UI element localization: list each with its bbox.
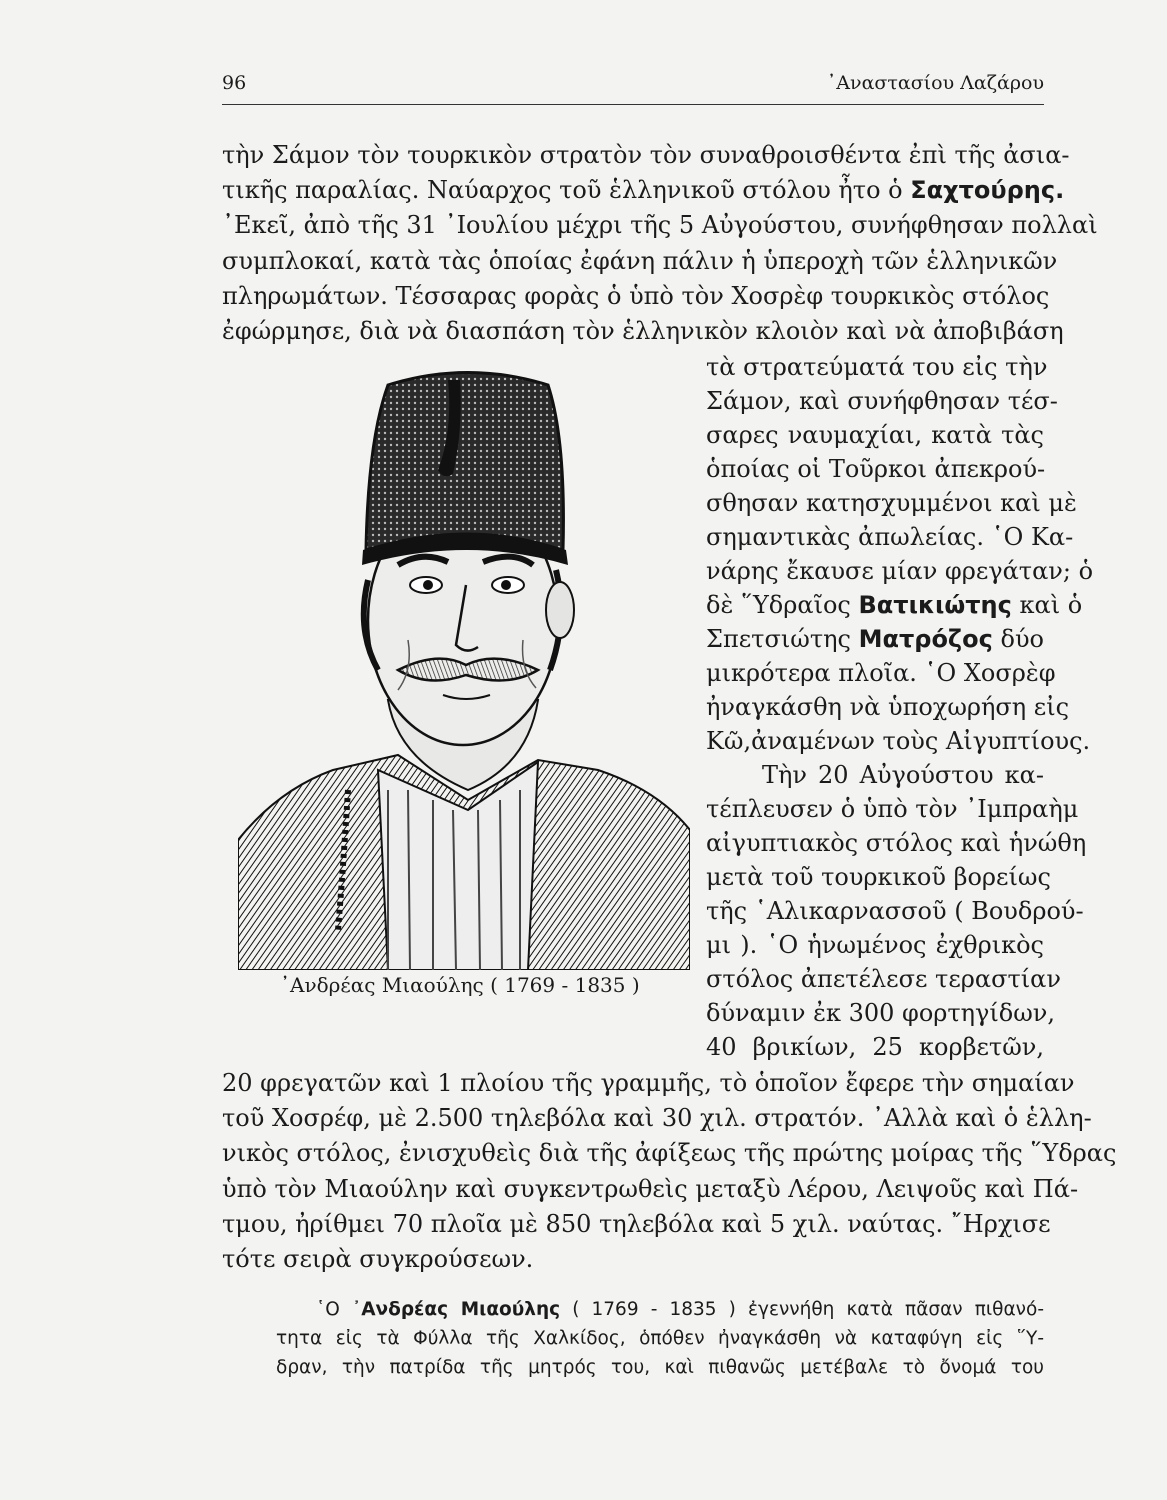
portrait-illustration <box>238 370 690 970</box>
text-line: τοῦ Χοσρέφ, μὲ 2.500 τηλεβόλα καὶ 30 χιλ. στρατόν. ᾿Αλλὰ καὶ ὁ ἑλλη- <box>222 1104 1092 1132</box>
footnote-line: δραν, τὴν πατρίδα τῆς μητρός του, καὶ πιθανῶς μετέβαλε τὸ ὄνομά του <box>276 1357 1044 1378</box>
text-line: ᾿Εκεῖ, ἀπὸ τῆς 31 ᾿Ιουλίου μέχρι τῆς 5 Αὐγούστου, συνήφθησαν πολλαὶ <box>222 211 1098 239</box>
text-line: σθησαν κατησχυμμένοι καὶ μὲ <box>706 489 1077 517</box>
text-line: 20 φρεγατῶν καὶ 1 πλοίου τῆς γραμμῆς, τὸ ὁποῖον ἔφερε τὴν σημαίαν <box>222 1069 1075 1097</box>
text-line: μικρότερα πλοῖα. ῾Ο Χοσρὲφ <box>706 659 1056 687</box>
text-line: τέπλευσεν ὁ ὑπὸ τὸν ᾿Ιμπραὴμ <box>706 795 1079 823</box>
text-line: τικῆς παραλίας. Ναύαρχος τοῦ ἑλληνικοῦ στόλου ἦτο ὁ Σαχτούρης. <box>222 176 1065 204</box>
bold-name-matrozos: Ματρόζος <box>858 625 993 653</box>
text-line: μετὰ τοῦ τουρκικοῦ βορείως <box>706 863 1051 891</box>
text-line: ἐφώρμησε, διὰ νὰ διασπάση τὸν ἑλληνικὸν κλοιὸν καὶ νὰ ἀποβιβάση <box>222 317 1064 345</box>
text-line: μι ). ῾Ο ἡνωμένος ἐχθρικὸς <box>706 931 1044 959</box>
text-line: δὲ ῞Υδραῖος Βατικιώτης καὶ ὁ <box>706 591 1083 619</box>
text-line: 40 βρικίων, 25 κορβετῶν, <box>706 1033 1044 1061</box>
bold-name-vatikiotis: Βατικιώτης <box>858 591 1012 619</box>
text-line: Τὴν 20 Αὐγούστου κα- <box>762 761 1044 789</box>
footnote-line: τητα εἰς τὰ Φύλλα τῆς Χαλκίδος, ὁπόθεν ἠναγκάσθη νὰ καταφύγη εἰς ῞Υ- <box>276 1328 1044 1349</box>
text-line: σαρες ναυμαχίαι, κατὰ τὰς <box>706 421 1044 449</box>
text-line: τὴν Σάμον τὸν τουρκικὸν στρατὸν τὸν συναθροισθέντα ἐπὶ τῆς ἀσια- <box>222 141 1070 169</box>
text-line: δύναμιν ἐκ 300 φορτηγίδων, <box>706 999 1056 1027</box>
text-line: ὁποίας οἱ Τοῦρκοι ἀπεκρού- <box>706 455 1046 483</box>
text-line: νικὸς στόλος, ἐνισχυθεὶς διὰ τῆς ἀφίξεως τῆς πρώτης μοίρας τῆς ῞Υδρας <box>222 1139 1117 1167</box>
footnote-line: ῾Ο ᾿Ανδρέας Μιαούλης ( 1769 - 1835 ) ἐγεννήθη κατὰ πᾶσαν πιθανό- <box>316 1299 1044 1320</box>
text-line: τμου, ἠρίθμει 70 πλοῖα μὲ 850 τηλεβόλα καὶ 5 χιλ. ναύτας. ῎Ηρχισε <box>222 1210 1051 1238</box>
text-line: Κῶ,ἀναμένων τοὺς Αἰγυπτίους. <box>706 727 1091 755</box>
text-line: τὰ στρατεύματά του εἰς τὴν <box>706 353 1048 381</box>
running-head: ᾿Αναστασίου Λαζάρου <box>826 72 1044 94</box>
text-line: σημαντικὰς ἀπωλείας. ῾Ο Κα- <box>706 523 1074 551</box>
page-header <box>222 72 1044 102</box>
text-line: ἠναγκάσθη νὰ ὑποχωρήση εἰς <box>706 693 1070 721</box>
text-line: Σπετσιώτης Ματρόζος δύο <box>706 625 1044 653</box>
portrait-caption: ᾿Ανδρέας Μιαούλης ( 1769 - 1835 ) <box>280 973 640 997</box>
text-line: τότε σειρὰ συγκρούσεων. <box>222 1245 534 1273</box>
bold-name-miaoulis: ᾿Ανδρέας Μιαούλης <box>351 1299 561 1320</box>
text-line: τῆς ῾Αλικαρνασσοῦ ( Βουδρού- <box>706 897 1084 925</box>
text-line: αἰγυπτιακὸς στόλος καὶ ἡνώθη <box>706 829 1087 857</box>
page-number: 96 <box>222 72 247 94</box>
text-line: στόλος ἀπετέλεσε τεραστίαν <box>706 965 1061 993</box>
text-line: νάρης ἔκαυσε μίαν φρεγάταν; ὁ <box>706 557 1094 585</box>
text-line: ὑπὸ τὸν Μιαούλην καὶ συγκεντρωθεὶς μεταξὺ Λέρου, Λειψοῦς καὶ Πά- <box>222 1175 1079 1203</box>
text-line: Σάμον, καὶ συνήφθησαν τέσ- <box>706 387 1058 415</box>
text-line: πληρωμάτων. Τέσσαρας φορὰς ὁ ὑπὸ τὸν Χοσρὲφ τουρκικὸς στόλος <box>222 282 1050 310</box>
bold-name-sachtouris: Σαχτούρης. <box>910 176 1065 204</box>
text-line: συμπλοκαί, κατὰ τὰς ὁποίας ἐφάνη πάλιν ἡ ὑπεροχὴ τῶν ἑλληνικῶν <box>222 247 1058 275</box>
header-rule <box>222 104 1044 105</box>
